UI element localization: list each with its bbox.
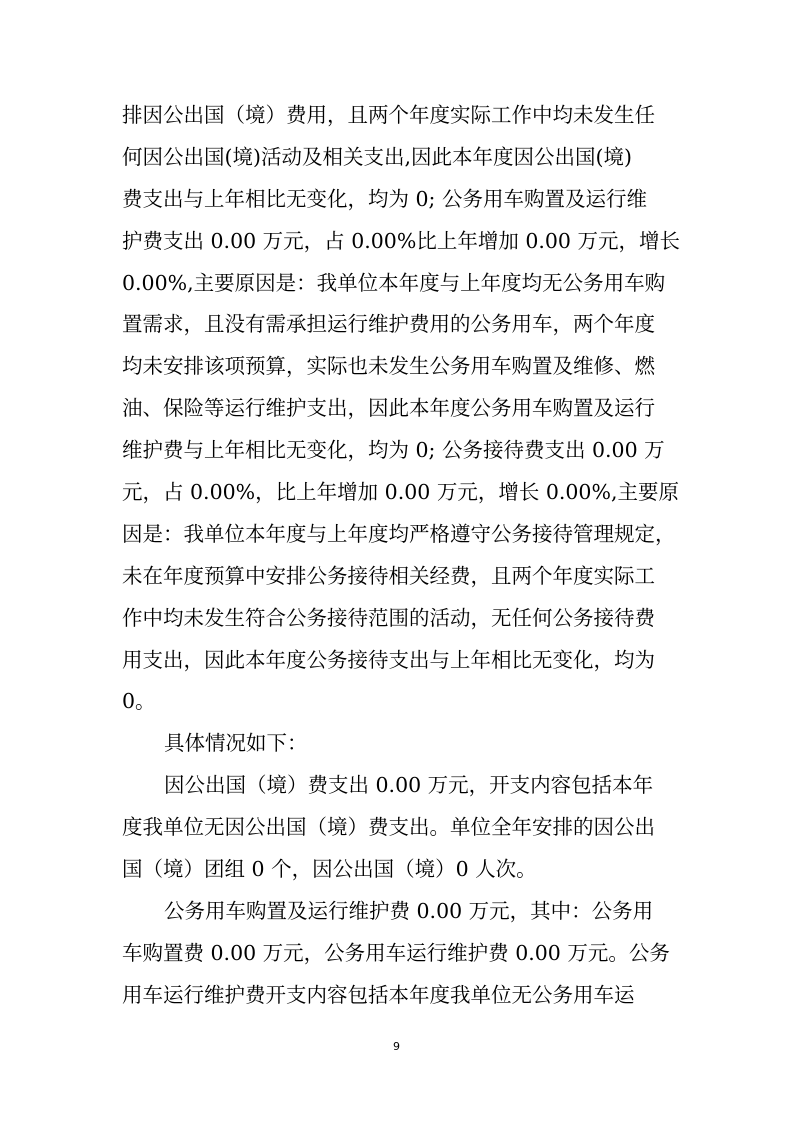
text-line: 均未安排该项预算，实际也未发生公务用车购置及维修、燃 <box>122 354 655 379</box>
text-line: 度我单位无因公出国（境）费支出。单位全年安排的因公出 <box>122 815 655 840</box>
text-line: 0。 <box>122 689 156 714</box>
text-line: 油、保险等运行维护支出，因此本年度公务用车购置及运行 <box>122 396 655 421</box>
text-line: 费支出与上年相比无变化，均为 0; 公务用车购置及运行维 <box>122 186 647 211</box>
body-text <box>122 95 682 1017</box>
text-line: 置需求，且没有需承担运行维护费用的公务用车，两个年度 <box>122 312 655 337</box>
text-line: 具体情况如下： <box>164 731 308 756</box>
text-line: 维护费与上年相比无变化，均为 0; 公务接待费支出 0.00 万 <box>122 438 665 463</box>
text-line: 用车运行维护费开支内容包括本年度我单位无公务用车运 <box>122 982 635 1007</box>
page-number: 9 <box>393 1040 400 1053</box>
text-line: 用支出，因此本年度公务接待支出与上年相比无变化，均为 <box>122 647 655 672</box>
text-line: 何因公出国(境)活动及相关支出,因此本年度因公出国(境) <box>122 144 633 169</box>
text-line: 国（境）团组 0 个，因公出国（境）0 人次。 <box>122 857 537 882</box>
text-line: 公务用车购置及运行维护费 0.00 万元，其中：公务用 <box>164 898 654 923</box>
text-line: 因是：我单位本年度与上年度均严格遵守公务接待管理规定， <box>122 521 676 546</box>
text-line: 护费支出 0.00 万元，占 0.00%比上年增加 0.00 万元，增长 <box>122 228 680 253</box>
text-line: 排因公出国（境）费用，且两个年度实际工作中均未发生任 <box>122 103 655 127</box>
text-line: 作中均未发生符合公务接待范围的活动，无任何公务接待费 <box>122 605 655 630</box>
text-line: 未在年度预算中安排公务接待相关经费，且两个年度实际工 <box>122 563 655 588</box>
text-line: 0.00%,主要原因是：我单位本年度与上年度均无公务用车购 <box>122 270 666 295</box>
text-line: 车购置费 0.00 万元，公务用车运行维护费 0.00 万元。公务 <box>122 940 670 965</box>
text-line: 因公出国（境）费支出 0.00 万元，开支内容包括本年 <box>164 773 654 798</box>
text-line: 元，占 0.00%，比上年增加 0.00 万元，增长 0.00%,主要原 <box>122 480 679 505</box>
